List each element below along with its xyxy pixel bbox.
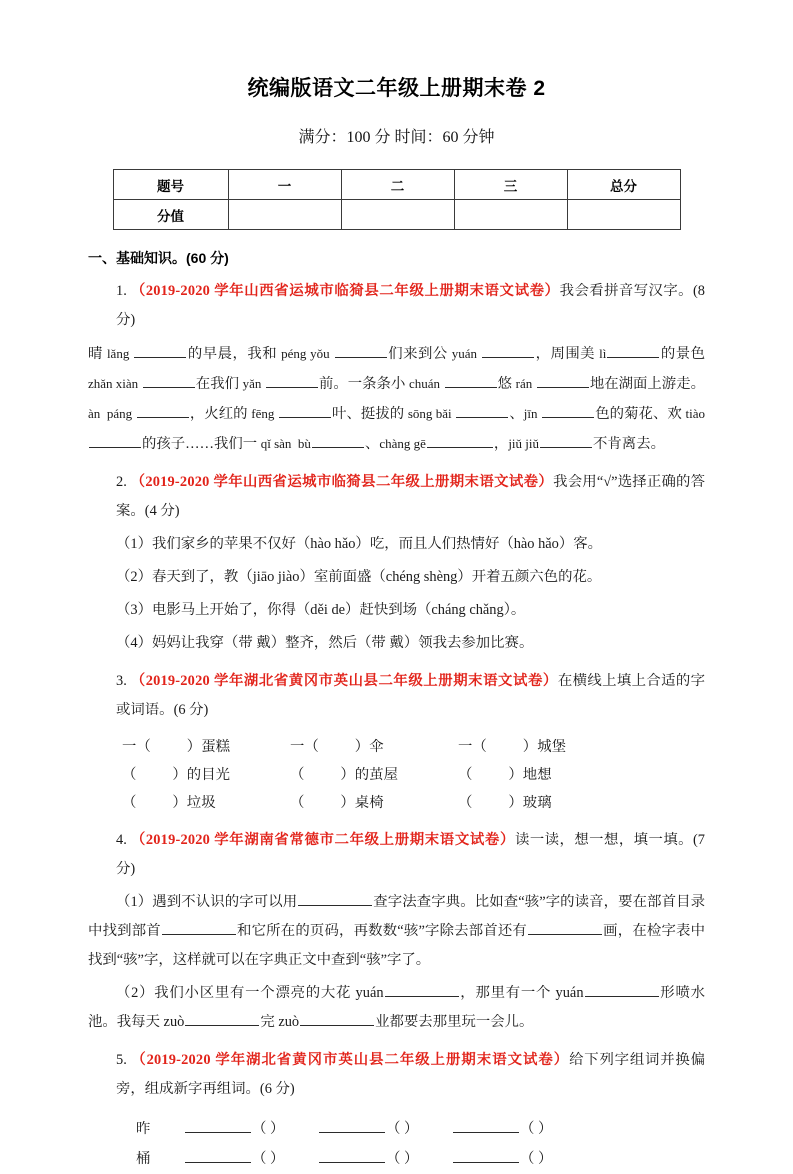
radical-group[interactable] <box>318 1144 452 1174</box>
answer-blank[interactable] <box>607 343 659 358</box>
answer-blank[interactable] <box>89 433 141 448</box>
answer-blank[interactable] <box>185 1011 259 1026</box>
answer-paren[interactable]: （ ） <box>252 1121 285 1137</box>
answer-blank[interactable] <box>134 343 186 358</box>
q4-1-part-c: 和它所在的页码，再数数“骇”字除去部首还有 <box>236 923 527 939</box>
score-table-wrap <box>88 147 705 230</box>
grid-cell-prefix: （ <box>290 795 305 811</box>
table-row <box>88 1114 705 1144</box>
q4-1-part-a: （1）遇到不认识的字可以用 <box>116 894 298 910</box>
grid-cell-suffix: ）蛋糕 <box>186 739 230 755</box>
score-table-row-label: 分值 <box>113 200 228 230</box>
radical-group[interactable] <box>184 1144 318 1174</box>
answer-blank[interactable] <box>453 1148 519 1163</box>
question-1-body: 晴 lǎng 的早晨，我和 péng yǒu 们来到公 yuán ，周围美 lì 的景色 zhǎn xiàn 在我们 yǎn 前。一条条小 chuán 悠 rán 地在湖面上游走。àn páng ，火红的 fēng 叶、挺拔的 sōng bǎi 、jīn 色的菊花、欢 tiào 的孩子……我们一 qǐ sàn bù 、chàng gē ，jiǔ jiǔ 不肯离去。 <box>88 335 705 459</box>
answer-paren[interactable]: （ ） <box>520 1121 553 1137</box>
grid-cell-prefix: 一（ <box>290 739 319 755</box>
answer-blank[interactable] <box>540 433 592 448</box>
q4-1-part-b: 查字法查字典。比如查“骇”字的读音，要在部首目录中找到部首 <box>88 894 705 939</box>
score-table-header-4: 总分 <box>567 170 680 200</box>
q4-2-part-e: 业都要去那里玩一会儿。 <box>375 1014 534 1030</box>
answer-blank[interactable] <box>300 1011 374 1026</box>
answer-blank[interactable] <box>456 403 508 418</box>
q4-2-part-d: 完 zuò <box>260 1014 300 1030</box>
answer-blank[interactable] <box>385 982 459 997</box>
q4-1-part-d: 画，在检字表中找到“骇”字，这样就可以在字典正文中查到“骇”字了。 <box>88 923 705 968</box>
score-table-header-2: 二 <box>341 170 454 200</box>
answer-paren[interactable]: （ ） <box>386 1121 419 1137</box>
q4-2-part-c: 形喷水池。我每天 zuò <box>88 985 705 1030</box>
answer-paren[interactable]: （ ） <box>520 1151 553 1167</box>
answer-blank[interactable] <box>162 920 236 935</box>
grid-cell-prefix: （ <box>458 767 473 783</box>
answer-blank[interactable] <box>266 373 318 388</box>
answer-paren[interactable]: （ ） <box>252 1151 285 1167</box>
answer-blank[interactable] <box>185 1148 251 1163</box>
score-table-header-0: 题号 <box>113 170 228 200</box>
question-2-item-2[interactable]: （2）春天到了，教（jiāo jiào）室前面盛（chéng shèng）开着五颜六色的花。 <box>116 569 602 585</box>
answer-blank[interactable] <box>319 1148 385 1163</box>
score-table-header-1: 一 <box>228 170 341 200</box>
answer-blank[interactable] <box>335 343 387 358</box>
question-5-header <box>88 1037 705 1104</box>
question-4-header <box>88 817 705 884</box>
question-5-source: （2019-2020 学年湖北省黄冈市英山县二年级上册期末语文试卷） <box>131 1052 570 1068</box>
grid-cell[interactable] <box>458 789 626 817</box>
answer-blank[interactable] <box>137 403 189 418</box>
grid-cell[interactable] <box>122 761 290 789</box>
grid-cell-prefix: （ <box>122 767 137 783</box>
question-2-header <box>88 459 705 526</box>
q4-2-part-b: ，那里有一个 yuán <box>459 985 584 1001</box>
grid-cell[interactable] <box>290 733 458 761</box>
grid-cell-suffix: ）桌椅 <box>340 795 384 811</box>
table-row <box>88 733 705 761</box>
answer-blank[interactable] <box>585 982 659 997</box>
answer-blank[interactable] <box>279 403 331 418</box>
q4-2-part-a: （2）我们小区里有一个漂亮的大花 yuán <box>116 985 384 1001</box>
table-row <box>113 170 680 200</box>
radical-group[interactable] <box>318 1114 452 1144</box>
question-4-sub-1 <box>88 884 705 975</box>
table-row <box>88 789 705 817</box>
question-4-prompt: 读一读，想一想，填一填。(7 分) <box>116 832 705 877</box>
section-heading: 一、基础知识。(60 分) <box>88 250 229 266</box>
grid-cell[interactable] <box>290 761 458 789</box>
answer-blank[interactable] <box>319 1118 385 1133</box>
answer-blank[interactable] <box>312 433 364 448</box>
table-row <box>88 761 705 789</box>
question-2-item-3[interactable]: （3）电影马上开始了，你得（děi de）赶快到场（cháng chǎng）。 <box>116 602 526 618</box>
grid-cell[interactable] <box>290 789 458 817</box>
score-table <box>113 169 681 230</box>
answer-paren[interactable]: （ ） <box>386 1151 419 1167</box>
grid-cell-suffix: ）的目光 <box>172 767 230 783</box>
answer-blank[interactable] <box>427 433 493 448</box>
question-5-prompt: 给下列字组词并换偏旁，组成新字再组词。(6 分) <box>116 1052 705 1097</box>
question-3-source: （2019-2020 学年湖北省黄冈市英山县二年级上册期末语文试卷） <box>130 673 558 689</box>
score-cell-1[interactable] <box>228 200 341 230</box>
table-row <box>113 200 680 230</box>
grid-cell-suffix: ）垃圾 <box>172 795 216 811</box>
question-4-source: （2019-2020 学年湖南省常德市二年级上册期末语文试卷） <box>130 832 515 848</box>
question-1-source: （2019-2020 学年山西省运城市临猗县二年级上册期末语文试卷） <box>130 283 560 299</box>
score-table-header-3: 三 <box>454 170 567 200</box>
answer-blank[interactable] <box>298 891 372 906</box>
radical-group[interactable] <box>452 1144 586 1174</box>
question-3-prompt: 在横线上填上合适的字或词语。(6 分) <box>116 673 705 718</box>
grid-cell[interactable] <box>458 761 626 789</box>
question-2-prompt: 我会用“√”选择正确的答案。(4 分) <box>116 474 705 519</box>
question-4-number: 4. <box>116 832 127 848</box>
grid-cell-prefix: （ <box>458 795 473 811</box>
answer-blank[interactable] <box>445 373 497 388</box>
question-2-number: 2. <box>116 474 127 490</box>
question-4-sub-2 <box>88 975 705 1037</box>
grid-cell-prefix: 一（ <box>458 739 487 755</box>
answer-blank[interactable] <box>185 1118 251 1133</box>
answer-blank[interactable] <box>537 373 589 388</box>
page-title: 统编版语文二年级上册期末卷 2 <box>247 77 546 100</box>
answer-blank[interactable] <box>542 403 594 418</box>
exam-meta-line: 满分：100 分 时间：60 分钟 <box>298 129 495 146</box>
question-2-source: （2019-2020 学年山西省运城市临猗县二年级上册期末语文试卷） <box>130 474 554 490</box>
grid-cell-prefix: （ <box>290 767 305 783</box>
question-5-number: 5. <box>116 1052 127 1068</box>
answer-blank[interactable] <box>453 1118 519 1133</box>
question-1-header <box>88 268 705 335</box>
radical-base-char: 桶 <box>136 1151 151 1167</box>
score-cell-4[interactable] <box>567 200 680 230</box>
grid-cell-suffix: ）玻璃 <box>508 795 552 811</box>
grid-cell-suffix: ）的茧屋 <box>340 767 398 783</box>
question-3-number: 3. <box>116 673 127 689</box>
table-row <box>88 1144 705 1174</box>
question-5-grid <box>88 1104 705 1174</box>
score-cell-2[interactable] <box>341 200 454 230</box>
radical-group[interactable] <box>452 1114 586 1144</box>
answer-blank[interactable] <box>482 343 534 358</box>
question-3-header <box>88 658 705 725</box>
question-2-item-1[interactable]: （1）我们家乡的苹果不仅好（hào hǎo）吃，而且人们热情好（hào hǎo）客。 <box>116 536 603 552</box>
grid-cell-suffix: ）地想 <box>508 767 552 783</box>
answer-blank[interactable] <box>143 373 195 388</box>
answer-blank[interactable] <box>528 920 602 935</box>
grid-cell-prefix: 一（ <box>122 739 151 755</box>
question-3-grid <box>88 725 705 817</box>
grid-cell-suffix: ）城堡 <box>522 739 566 755</box>
grid-cell[interactable] <box>122 789 290 817</box>
radical-group[interactable] <box>184 1114 318 1144</box>
grid-cell[interactable] <box>458 733 626 761</box>
grid-cell[interactable] <box>122 733 290 761</box>
grid-cell-suffix: ）伞 <box>354 739 384 755</box>
score-cell-3[interactable] <box>454 200 567 230</box>
question-1-number: 1. <box>116 283 127 299</box>
grid-cell-prefix: （ <box>122 795 137 811</box>
radical-base-char: 昨 <box>136 1121 151 1137</box>
question-2-item-4[interactable]: （4）妈妈让我穿（带 戴）整齐，然后（带 戴）领我去参加比赛。 <box>116 635 534 651</box>
question-1-prompt: 我会看拼音写汉字。(8 分) <box>116 283 705 328</box>
